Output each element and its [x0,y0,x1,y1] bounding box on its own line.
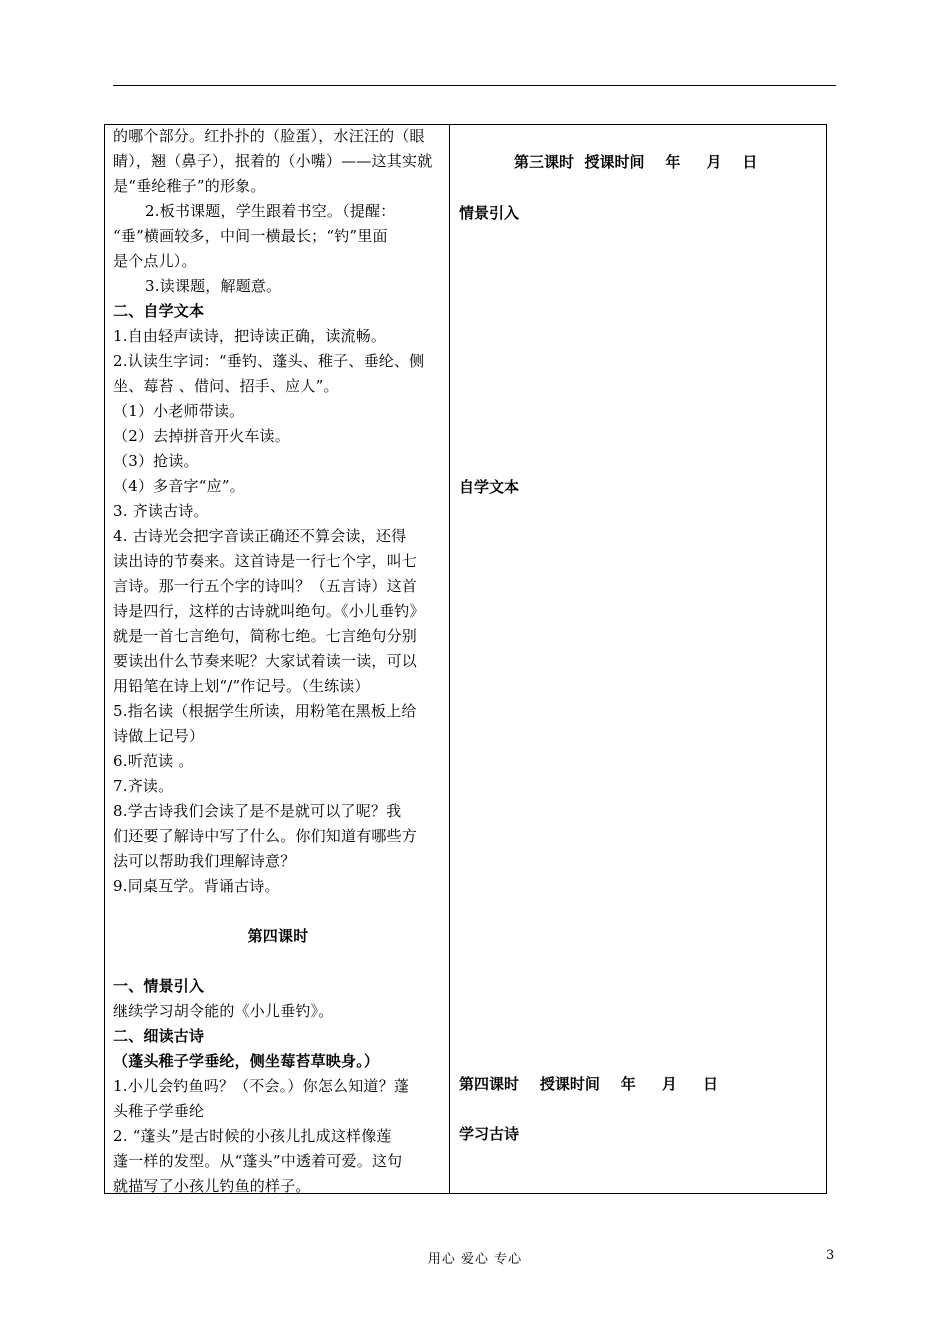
text-line: 言诗。那一行五个字的诗叫？（五言诗）这首 [113,577,418,595]
text-line: 们还要了解诗中写了什么。你们知道有哪些方 [113,827,418,845]
text-line: 3. 齐读古诗。 [113,502,209,520]
right-column-content [459,124,819,1194]
text-line [113,949,443,974]
footer-motto: 用心 爱心 专心 [427,1252,523,1267]
section-heading: 二、细读古诗 [113,1027,205,1045]
text-line: 2.认读生字词：“垂钓、蓬头、稚子、垂纶、侧 [113,352,425,370]
third-lesson-header: 第三课时 授课时间 年 月 日 [514,153,758,171]
header-rule [113,85,836,86]
text-line: 用铅笔在诗上划“/”作记号。（生练读） [113,677,370,695]
text-line: 睛），翘（鼻子），抿着的（小嘴）——这其实就 [113,152,433,170]
text-line: 的哪个部分。红扑扑的（脸蛋），水汪汪的（眼 [113,127,425,145]
fourth-lesson-header: 第四课时 授课时间 年 月 日 [459,1075,719,1093]
text-line [113,899,443,924]
text-line: 头稚子学垂纶 [113,1102,205,1120]
text-line: 就是一首七言绝句，简称七绝。七言绝句分别 [113,627,418,645]
text-line: “垂”横画较多，中间一横最长；“钓”里面 [113,227,388,245]
text-line: 8.学古诗我们会读了是不是就可以了呢？我 [113,802,402,820]
text-line: 4. 古诗光会把字音读正确还不算会读，还得 [113,527,407,545]
section-heading: 二、自学文本 [113,302,205,320]
self-study-label: 自学文本 [459,478,520,496]
text-line: 就描写了小孩儿钓鱼的样子。 [113,1177,311,1195]
text-line: 坐、莓苔 、借问、招手、应人”。 [113,377,339,395]
column-divider [449,124,450,1194]
text-line: 9.同桌互学。背诵古诗。 [113,877,280,895]
text-line: 2. “蓬头”是古时候的小孩儿扎成这样像莲 [113,1127,392,1145]
text-line: 继续学习胡令能的《小儿垂钓》。 [113,1002,334,1020]
text-line: 5.指名读（根据学生所读，用粉笔在黑板上给 [113,702,417,720]
text-line: （4）多音字“应”。 [113,477,245,495]
text-line: 7.齐读。 [113,777,174,795]
section-heading: 第四课时 [247,927,309,945]
text-line: 3.读课题，解题意。 [145,277,282,295]
text-line: 2.板书课题，学生跟着书空。（提醒： [145,202,396,220]
page-number: 3 [826,1248,835,1263]
study-poem-label: 学习古诗 [459,1125,520,1143]
text-line: （3）抢读。 [113,452,199,470]
section-heading: （蓬头稚子学垂纶，侧坐莓苔草映身。） [113,1052,380,1070]
text-line: 是个点儿）。 [113,252,197,270]
text-line: 蓬一样的发型。从“蓬头”中透着可爱。这句 [113,1152,403,1170]
text-line: （1）小老师带读。 [113,402,245,420]
text-line: 诗做上记号） [113,727,205,745]
text-line: 1.小儿会钓鱼吗？（不会。）你怎么知道？蓬 [113,1077,410,1095]
scene-intro-label: 情景引入 [459,204,520,222]
left-column-content [113,124,443,1199]
text-line: 法可以帮助我们理解诗意？ [113,852,296,870]
text-line: 是“垂纶稚子”的形象。 [113,177,266,195]
text-line: 6.听范读 。 [113,752,194,770]
text-line: 诗是四行，这样的古诗就叫绝句。《小儿垂钓》 [113,602,425,620]
text-line: 读出诗的节奏来。这首诗是一行七个字，叫七 [113,552,418,570]
section-heading: 一、情景引入 [113,977,205,995]
text-line: 要读出什么节奏来呢？大家试着读一读，可以 [113,652,418,670]
text-line: （2）去掉拼音开火车读。 [113,427,290,445]
text-line: 1.自由轻声读诗，把诗读正确，读流畅。 [113,327,387,345]
